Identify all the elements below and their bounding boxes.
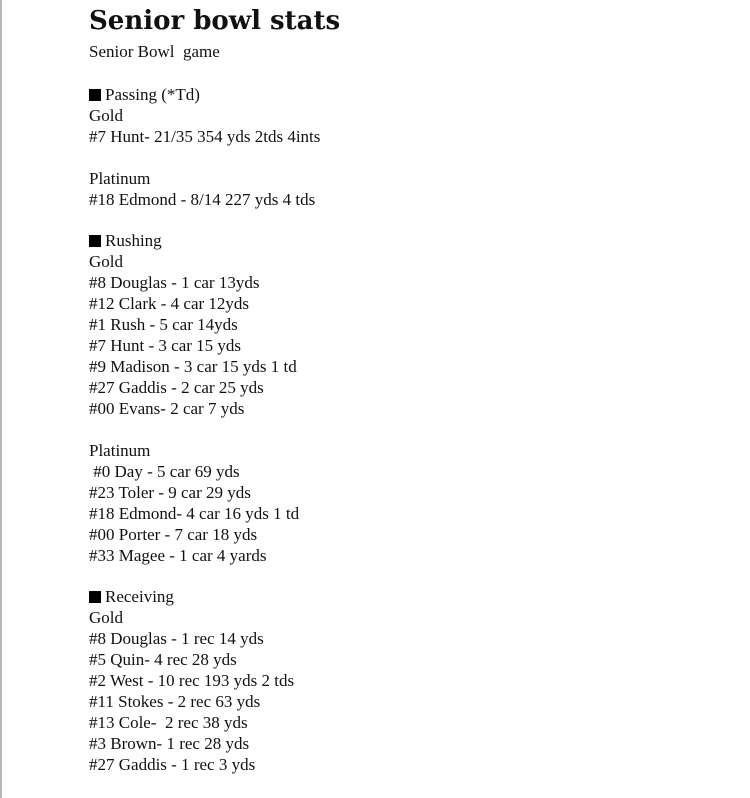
stat-line: #27 Gaddis - 2 car 25 yds bbox=[89, 378, 264, 397]
stat-line: #00 Porter - 7 car 18 yds bbox=[89, 525, 258, 544]
section-heading bbox=[89, 84, 729, 105]
team-block-gold bbox=[89, 105, 729, 147]
stat-line: #0 Day - 5 car 69 yds bbox=[89, 462, 240, 481]
stat-line: #18 Edmond - 8/14 227 yds 4 tds bbox=[89, 190, 316, 209]
page-left-border bbox=[0, 0, 2, 798]
stat-line: #1 Rush - 5 car 14yds bbox=[89, 315, 238, 334]
team-block-platinum bbox=[89, 168, 729, 210]
section-passing bbox=[89, 84, 729, 210]
stat-line: #3 Brown- 1 rec 28 yds bbox=[89, 734, 250, 753]
stat-line: #13 Cole- 2 rec 38 yds bbox=[89, 713, 248, 732]
stat-line: #11 Stokes - 2 rec 63 yds bbox=[89, 692, 261, 711]
section-receiving bbox=[89, 586, 729, 775]
stat-line: #7 Hunt - 3 car 15 yds bbox=[89, 336, 242, 355]
stat-line: #7 Hunt- 21/35 354 yds 2tds 4ints bbox=[89, 127, 321, 146]
stat-line: #5 Quin- 4 rec 28 yds bbox=[89, 650, 237, 669]
section-heading-text: Receiving bbox=[105, 587, 174, 606]
stat-line: #8 Douglas - 1 car 13yds bbox=[89, 273, 260, 292]
team-block-gold bbox=[89, 251, 729, 419]
stat-line: #00 Evans- 2 car 7 yds bbox=[89, 399, 245, 418]
square-bullet-icon bbox=[89, 591, 101, 603]
document-body bbox=[89, 4, 729, 775]
stat-line: #33 Magee - 1 car 4 yards bbox=[89, 546, 267, 565]
section-rushing bbox=[89, 230, 729, 566]
stat-line: #2 West - 10 rec 193 yds 2 tds bbox=[89, 671, 295, 690]
section-heading-text: Passing (*Td) bbox=[105, 85, 200, 104]
section-heading-text: Rushing bbox=[105, 231, 162, 250]
team-label: Gold bbox=[89, 252, 123, 271]
square-bullet-icon bbox=[89, 235, 101, 247]
team-block-platinum bbox=[89, 440, 729, 566]
section-heading bbox=[89, 586, 729, 607]
team-label: Gold bbox=[89, 106, 123, 125]
stat-line: #8 Douglas - 1 rec 14 yds bbox=[89, 629, 264, 648]
team-label: Platinum bbox=[89, 441, 151, 460]
stat-line: #27 Gaddis - 1 rec 3 yds bbox=[89, 755, 256, 774]
stat-line: #23 Toler - 9 car 29 yds bbox=[89, 483, 251, 502]
stat-line: #18 Edmond- 4 car 16 yds 1 td bbox=[89, 504, 300, 523]
stat-line: #12 Clark - 4 car 12yds bbox=[89, 294, 250, 313]
document-title: Senior bowl stats bbox=[89, 6, 341, 36]
team-label: Gold bbox=[89, 608, 123, 627]
document-subtitle: Senior Bowl game bbox=[89, 42, 220, 61]
section-heading bbox=[89, 230, 729, 251]
stat-line: #9 Madison - 3 car 15 yds 1 td bbox=[89, 357, 297, 376]
square-bullet-icon bbox=[89, 89, 101, 101]
team-block-gold bbox=[89, 607, 729, 775]
team-label: Platinum bbox=[89, 169, 151, 188]
